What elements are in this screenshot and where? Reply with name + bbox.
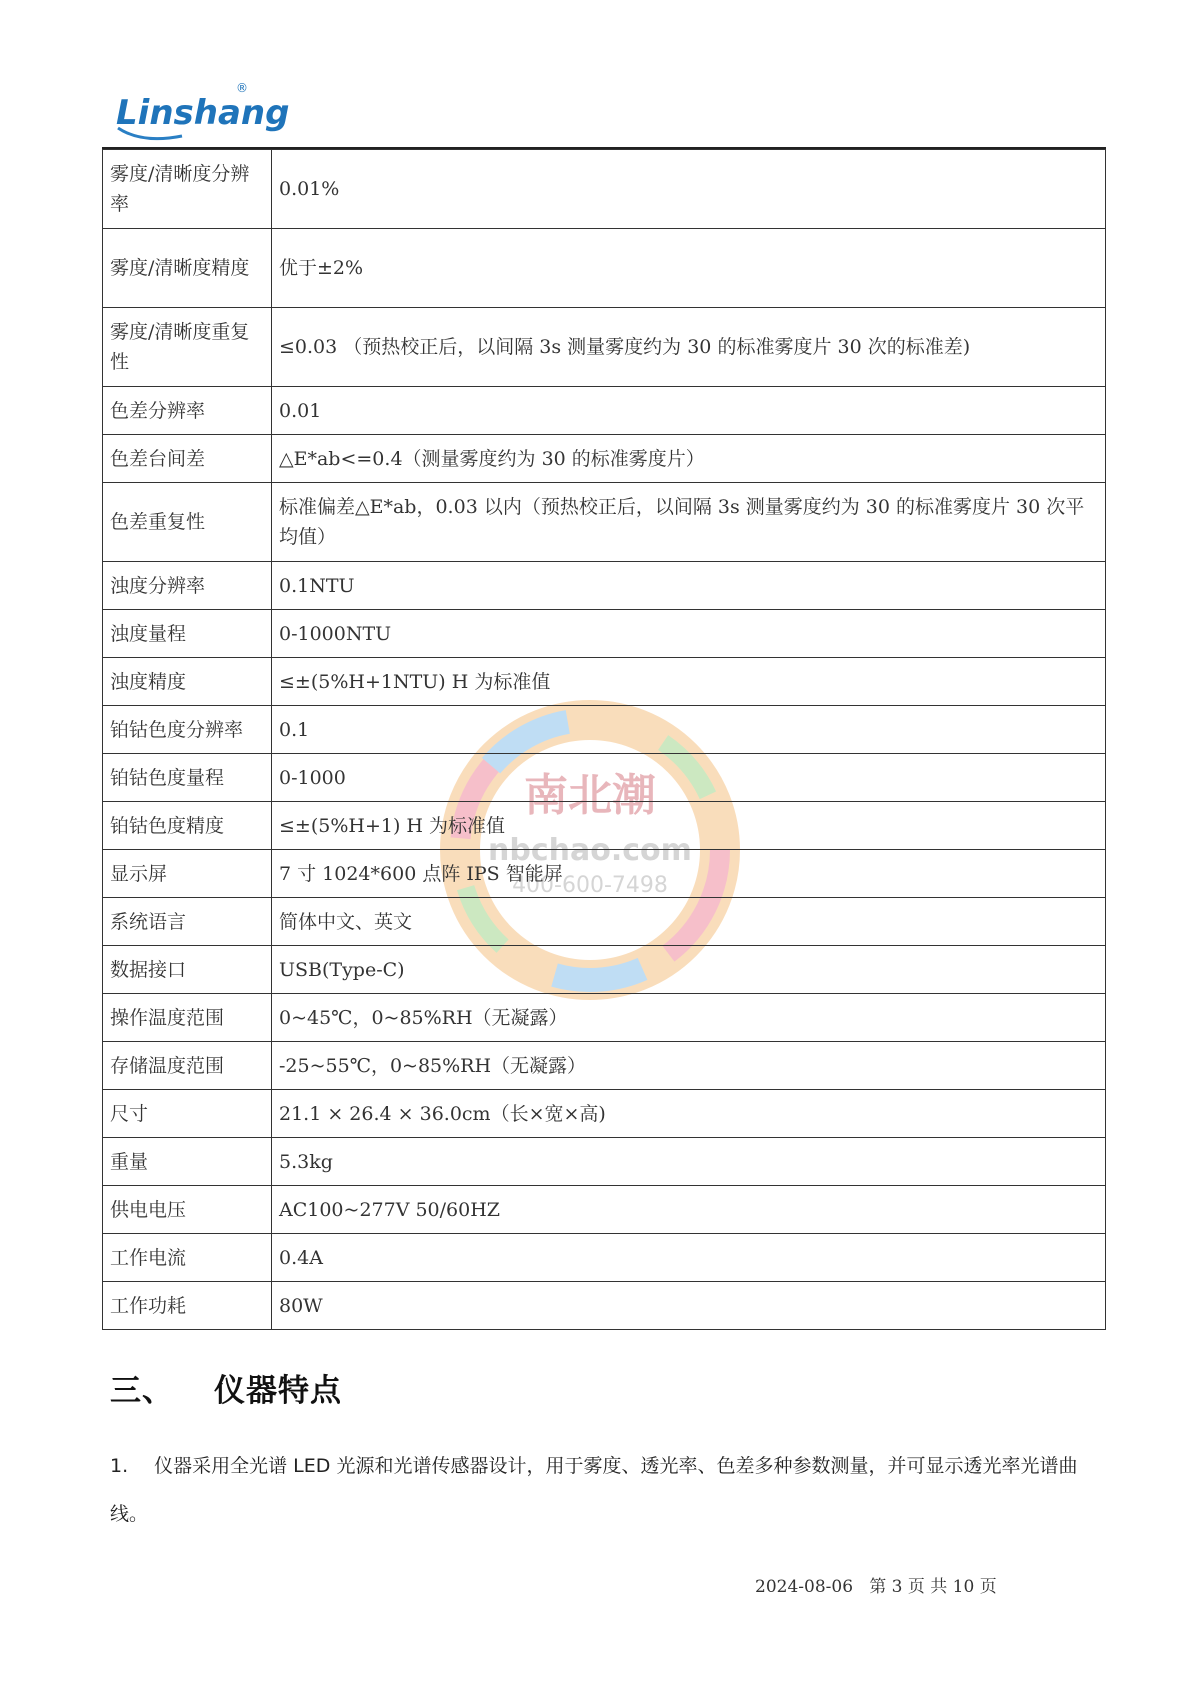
- spec-label: 色差分辨率: [103, 387, 272, 435]
- watermark-brand: 南北潮: [524, 770, 656, 821]
- spec-value: 0.01%: [272, 150, 1106, 229]
- spec-value: 0.1NTU: [272, 562, 1106, 610]
- spec-value: 标准偏差△E*ab，0.03 以内（预热校正后，以间隔 3s 测量雾度约为 30 的标准雾度片 30 次平均值）: [272, 483, 1106, 562]
- spec-value: 21.1 × 26.4 × 36.0cm（长×宽×高): [272, 1090, 1106, 1138]
- table-row: [103, 994, 1106, 1042]
- table-row: [103, 435, 1106, 483]
- spec-label: 操作温度范围: [103, 994, 272, 1042]
- spec-value: 0.1: [272, 706, 1106, 754]
- watermark-site: nbchao.com: [488, 833, 692, 868]
- spec-table: [102, 149, 1106, 1330]
- spec-label: 重量: [103, 1138, 272, 1186]
- table-row: [103, 610, 1106, 658]
- table-row: [103, 387, 1106, 435]
- section-title: 仪器特点: [214, 1373, 342, 1409]
- spec-label: 色差台间差: [103, 435, 272, 483]
- spec-value: ≤±(5%H+1NTU) H 为标准值: [272, 658, 1106, 706]
- table-row: [103, 1138, 1106, 1186]
- spec-label: 尺寸: [103, 1090, 272, 1138]
- spec-label: 浊度量程: [103, 610, 272, 658]
- spec-label: 系统语言: [103, 898, 272, 946]
- spec-label: 铂钴色度分辨率: [103, 706, 272, 754]
- feature-paragraph: [110, 1442, 1102, 1538]
- spec-label: 雾度/清晰度精度: [103, 229, 272, 308]
- table-row: [103, 1282, 1106, 1330]
- table-row: [103, 754, 1106, 802]
- spec-value: 0-1000NTU: [272, 610, 1106, 658]
- logo-text: Linshang: [116, 93, 290, 133]
- spec-value: 0.4A: [272, 1234, 1106, 1282]
- spec-value: 0~45℃，0~85%RH（无凝露）: [272, 994, 1106, 1042]
- paragraph-text: 仪器采用全光谱 LED 光源和光谱传感器设计，用于雾度、透光率、色差多种参数测量，并可显示透光率光谱曲线。: [110, 1455, 1078, 1525]
- spec-value: 优于±2%: [272, 229, 1106, 308]
- spec-value: 0.01: [272, 387, 1106, 435]
- spec-value: -25~55℃，0~85%RH（无凝露）: [272, 1042, 1106, 1090]
- section-heading: [110, 1365, 342, 1410]
- spec-label: 浊度分辨率: [103, 562, 272, 610]
- table-row: [103, 1186, 1106, 1234]
- spec-label: 工作功耗: [103, 1282, 272, 1330]
- paragraph-index: 1.: [110, 1455, 129, 1477]
- spec-label: 色差重复性: [103, 483, 272, 562]
- table-row: [103, 150, 1106, 229]
- table-row: [103, 1042, 1106, 1090]
- spec-label: 显示屏: [103, 850, 272, 898]
- spec-value: 简体中文、英文: [272, 898, 1106, 946]
- spec-value: 80W: [272, 1282, 1106, 1330]
- linshang-logo: [112, 76, 290, 146]
- footer-date: 2024-08-06: [755, 1577, 854, 1597]
- table-row: [103, 802, 1106, 850]
- spec-label: 数据接口: [103, 946, 272, 994]
- spec-value: USB(Type-C): [272, 946, 1106, 994]
- spec-value: ≤0.03 （预热校正后，以间隔 3s 测量雾度约为 30 的标准雾度片 30 次的标准差): [272, 308, 1106, 387]
- footer-page: 第 3 页 共 10 页: [869, 1577, 997, 1597]
- table-row: [103, 898, 1106, 946]
- spec-value: 7 寸 1024*600 点阵 IPS 智能屏: [272, 850, 1106, 898]
- table-row: [103, 946, 1106, 994]
- registered-mark: ®: [236, 81, 248, 95]
- watermark-phone: 400-600-7498: [512, 873, 668, 898]
- table-row: [103, 562, 1106, 610]
- spec-label: 供电电压: [103, 1186, 272, 1234]
- spec-value: 5.3kg: [272, 1138, 1106, 1186]
- page-footer: [755, 1572, 997, 1597]
- spec-label: 铂钴色度精度: [103, 802, 272, 850]
- spec-value: AC100~277V 50/60HZ: [272, 1186, 1106, 1234]
- spec-label: 雾度/清晰度重复性: [103, 308, 272, 387]
- spec-label: 浊度精度: [103, 658, 272, 706]
- table-row: [103, 308, 1106, 387]
- table-row: [103, 1090, 1106, 1138]
- table-row: [103, 483, 1106, 562]
- table-row: [103, 229, 1106, 308]
- section-number: 三、: [110, 1373, 174, 1409]
- table-row: [103, 706, 1106, 754]
- spec-label: 存储温度范围: [103, 1042, 272, 1090]
- spec-value: ≤±(5%H+1) H 为标准值: [272, 802, 1106, 850]
- table-row: [103, 1234, 1106, 1282]
- table-row: [103, 658, 1106, 706]
- spec-label: 工作电流: [103, 1234, 272, 1282]
- spec-value: 0-1000: [272, 754, 1106, 802]
- spec-value: △E*ab<=0.4（测量雾度约为 30 的标准雾度片）: [272, 435, 1106, 483]
- spec-label: 铂钴色度量程: [103, 754, 272, 802]
- spec-label: 雾度/清晰度分辨率: [103, 150, 272, 229]
- table-row: [103, 850, 1106, 898]
